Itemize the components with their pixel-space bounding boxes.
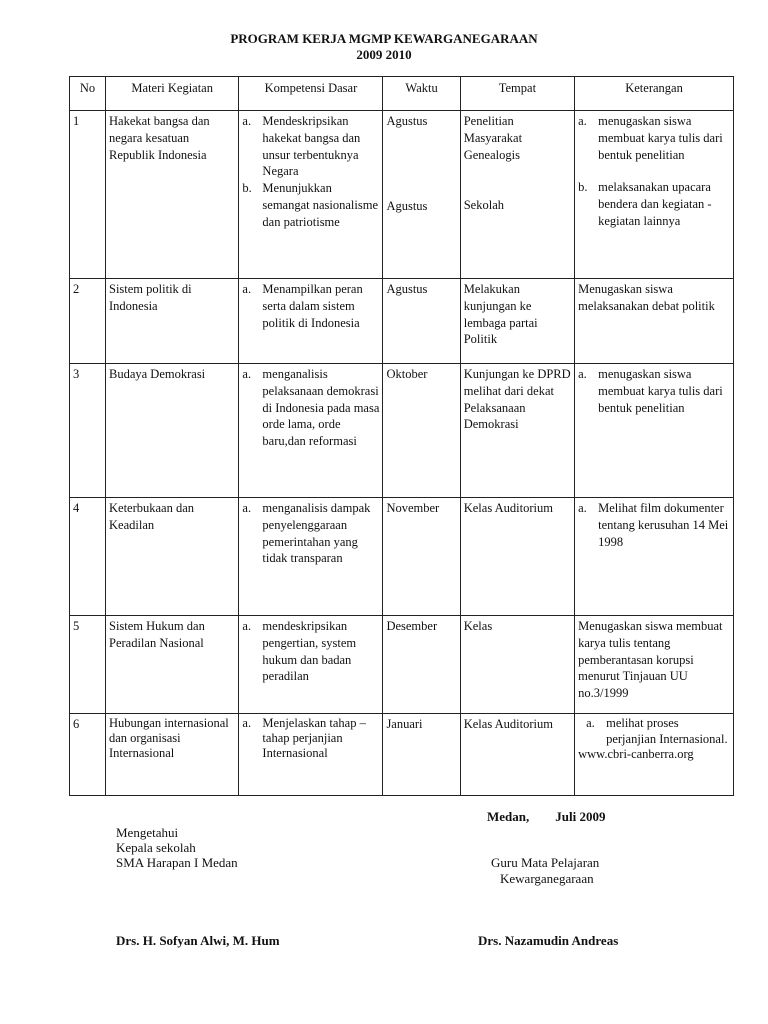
header-no: No — [70, 77, 106, 111]
table-row — [70, 279, 734, 364]
left-ack-line-3: SMA Harapan I Medan — [116, 855, 238, 870]
cell-tempat: Melakukan kunjungan ke lembaga partai Politik — [460, 279, 574, 364]
keterangan-item: a. menugaskan siswa membuat karya tulis dari bentuk penelitian — [578, 367, 723, 415]
left-ack-line-2: Kepala sekolah — [116, 840, 196, 855]
table-row — [70, 498, 734, 616]
document-title: PROGRAM KERJA MGMP KEWARGANEGARAAN — [230, 31, 538, 46]
cell-no: 3 — [70, 364, 106, 498]
cell-keterangan — [575, 714, 734, 796]
cell-keterangan — [575, 111, 734, 279]
right-signatory-name: Drs. Nazamudin Andreas — [478, 933, 619, 948]
cell-tempat: Kelas — [460, 616, 574, 714]
cell-waktu: Desember — [383, 616, 460, 714]
table-row — [70, 714, 734, 796]
left-signatory-name: Drs. H. Sofyan Alwi, M. Hum — [116, 933, 280, 948]
cell-kompetensi — [239, 364, 383, 498]
left-ack-line-1: Mengetahui — [116, 825, 179, 840]
table-row — [70, 364, 734, 498]
cell-materi: Budaya Demokrasi — [106, 364, 239, 498]
cell-no: 4 — [70, 498, 106, 616]
kompetensi-item: a. Menampilkan peran serta dalam sistem politik di Indonesia — [242, 282, 363, 330]
cell-tempat: Penelitian Masyarakat Genealogis Sekolah — [460, 111, 574, 279]
cell-kompetensi — [239, 498, 383, 616]
kompetensi-item: a. Menjelaskan tahap – tahap perjanjian Internasional — [242, 716, 366, 760]
cell-waktu: November — [383, 498, 460, 616]
cell-waktu: Januari — [383, 714, 460, 796]
cell-keterangan — [575, 364, 734, 498]
program-table — [69, 76, 734, 796]
cell-kompetensi — [239, 111, 383, 279]
document-year: 2009 2010 — [356, 47, 412, 62]
kompetensi-item: a. Mendeskripsikan hakekat bangsa dan unsur terbentuknya Negara — [242, 114, 361, 179]
kompetensi-item: a. mendeskripsikan pengertian, system hukum dan badan peradilan — [242, 619, 357, 684]
cell-tempat: Kelas Auditorium — [460, 714, 574, 796]
cell-materi: Hubungan internasional dan organisasi Internasional — [106, 714, 239, 796]
table-row — [70, 111, 734, 279]
cell-materi: Keterbukaan dan Keadilan — [106, 498, 239, 616]
right-role-line-1: Guru Mata Pelajaran — [491, 855, 600, 870]
cell-tempat: Kelas Auditorium — [460, 498, 574, 616]
header-keterangan: Keterangan — [575, 77, 734, 111]
cell-materi: Sistem politik di Indonesia — [106, 279, 239, 364]
cell-kompetensi — [239, 279, 383, 364]
keterangan-url: www.cbri-canberra.org — [578, 747, 694, 761]
header-tempat: Tempat — [460, 77, 574, 111]
keterangan-item: a. melihat proses perjanjian Internasional. — [586, 716, 728, 746]
cell-no: 1 — [70, 111, 106, 279]
cell-keterangan: Menugaskan siswa melaksanakan debat politik — [575, 279, 734, 364]
place-date: Medan, Juli 2009 — [487, 809, 606, 824]
keterangan-item: a. menugaskan siswa membuat karya tulis dari bentuk penelitian — [578, 114, 723, 162]
cell-waktu: Oktober — [383, 364, 460, 498]
cell-kompetensi — [239, 714, 383, 796]
cell-kompetensi — [239, 616, 383, 714]
cell-materi: Hakekat bangsa dan negara kesatuan Republik Indonesia — [106, 111, 239, 279]
kompetensi-item: b. Menunjukkan semangat nasionalisme dan patriotisme — [242, 181, 379, 229]
kompetensi-item: a. menganalisis pelaksanaan demokrasi di Indonesia pada masa orde lama, orde baru,dan reformasi — [242, 367, 380, 449]
right-role-line-2: Kewarganegaraan — [500, 871, 594, 886]
header-materi: Materi Kegiatan — [106, 77, 239, 111]
cell-no: 5 — [70, 616, 106, 714]
cell-tempat: Kunjungan ke DPRD melihat dari dekat Pelaksanaan Demokrasi — [460, 364, 574, 498]
header-waktu: Waktu — [383, 77, 460, 111]
cell-waktu: Agustus — [383, 279, 460, 364]
cell-no: 6 — [70, 714, 106, 796]
header-kompetensi: Kompetensi Dasar — [239, 77, 383, 111]
cell-materi: Sistem Hukum dan Peradilan Nasional — [106, 616, 239, 714]
cell-waktu: Agustus Agustus — [383, 111, 460, 279]
keterangan-item: a. Melihat film dokumenter tentang kerusuhan 14 Mei 1998 — [578, 501, 729, 549]
table-row — [70, 616, 734, 714]
keterangan-item: b. melaksanakan upacara bendera dan kegiatan -kegiatan lainnya — [578, 180, 712, 228]
cell-keterangan — [575, 498, 734, 616]
cell-no: 2 — [70, 279, 106, 364]
kompetensi-item: a. menganalisis dampak penyelenggaraan pemerintahan yang tidak transparan — [242, 501, 371, 566]
cell-keterangan: Menugaskan siswa membuat karya tulis tentang pemberantasan korupsi menurut Tinjauan UU no.3/1999 — [575, 616, 734, 714]
table-header-row — [70, 77, 734, 111]
